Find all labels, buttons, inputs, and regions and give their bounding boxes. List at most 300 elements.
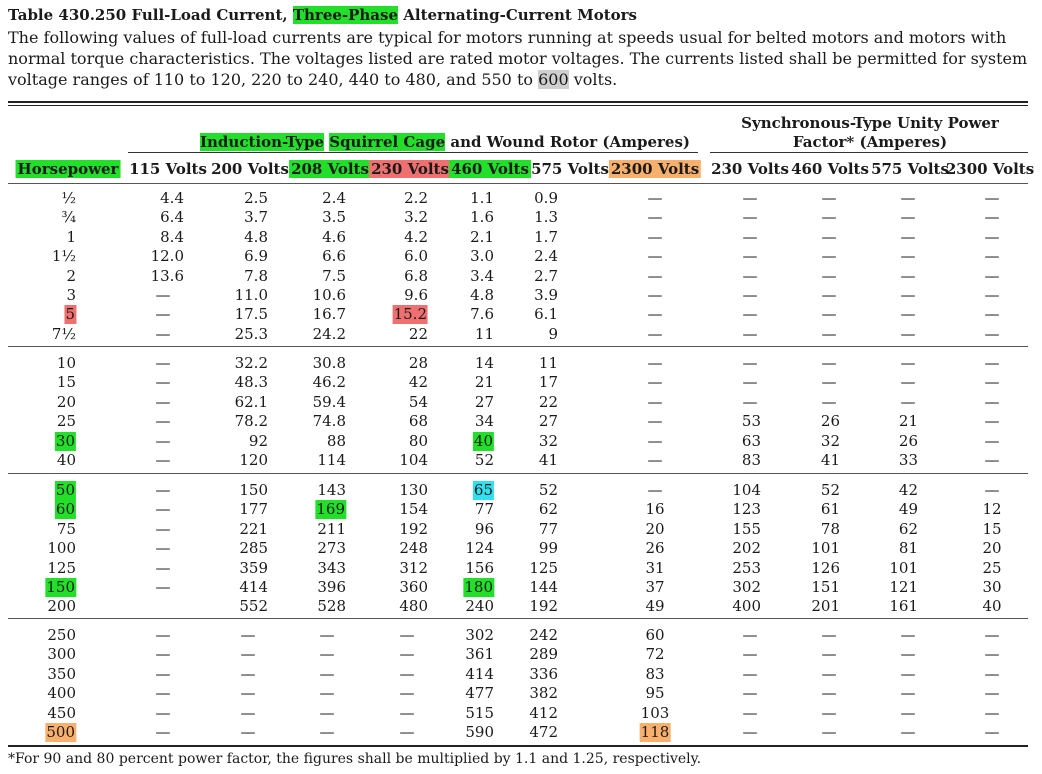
current-cell: 6.6 (322, 247, 346, 266)
current-cell: 17.5 (234, 305, 268, 324)
current-cell: 9.6 (404, 286, 428, 304)
current-cell: 3.0 (470, 247, 494, 266)
current-cell: 285 (239, 539, 268, 558)
current-cell: — (240, 626, 256, 644)
current-cell: — (647, 412, 663, 431)
current-cell: — (319, 684, 335, 703)
current-cell: — (821, 664, 837, 683)
current-cell: — (984, 286, 1000, 304)
current-cell: 4.8 (244, 227, 268, 246)
synchronous-group-heading (712, 114, 1028, 152)
column-header-5 (449, 160, 531, 178)
current-cell: 211 (317, 519, 346, 538)
column-header-label: 575 Volts (871, 160, 949, 178)
current-cell: 52 (820, 481, 840, 499)
current-cell: — (319, 703, 335, 722)
current-cell: 3.7 (244, 208, 268, 227)
current-cell: 40 (473, 431, 493, 450)
current-cell: 63 (741, 431, 761, 450)
current-cell: 62 (538, 500, 558, 519)
section-rule (8, 346, 1028, 347)
current-cell: — (742, 684, 758, 703)
column-header-6 (529, 160, 611, 178)
intro-text-b: volts. (568, 70, 618, 89)
current-cell: — (742, 723, 758, 741)
induction-group-heading (200, 133, 690, 151)
section-rule (8, 618, 1028, 619)
current-cell: — (647, 392, 663, 411)
current-cell: — (742, 208, 758, 227)
current-cell: — (984, 626, 1000, 644)
horsepower-cell: 350 (47, 664, 76, 683)
induction-hl2: Squirrel Cage (329, 133, 446, 151)
current-cell: 80 (408, 431, 428, 450)
current-cell: — (984, 354, 1000, 372)
current-cell: 2.4 (534, 247, 558, 266)
current-cell: 26 (645, 539, 665, 558)
current-cell: — (155, 286, 171, 304)
current-cell: — (984, 645, 1000, 664)
current-cell: — (984, 305, 1000, 324)
current-cell: 382 (529, 684, 558, 703)
current-cell: 1.3 (534, 208, 558, 227)
current-cell: — (821, 392, 837, 411)
current-cell: — (900, 645, 916, 664)
current-cell: — (900, 392, 916, 411)
induction-underline (128, 152, 698, 153)
table-intro (8, 27, 1038, 90)
induction-hl1: Induction-Type (200, 133, 324, 151)
current-cell: — (900, 266, 916, 285)
current-cell: 221 (239, 519, 268, 538)
current-cell: — (647, 247, 663, 266)
column-header-label: 2300 Volts (945, 160, 1035, 178)
current-cell: 77 (474, 500, 494, 519)
current-cell: 2.1 (470, 227, 494, 246)
current-cell: 253 (732, 558, 761, 577)
horsepower-cell: 25 (56, 412, 76, 431)
current-cell: 177 (239, 500, 268, 519)
current-cell: — (155, 481, 171, 499)
current-cell: — (742, 286, 758, 304)
current-cell: — (900, 703, 916, 722)
current-cell: 32 (538, 431, 558, 450)
current-cell: — (984, 324, 1000, 343)
current-cell: 34 (474, 412, 494, 431)
horsepower-cell: 2 (66, 266, 76, 285)
current-cell: — (647, 324, 663, 343)
current-cell: 78 (820, 519, 840, 538)
column-header-2 (209, 160, 291, 178)
current-cell: — (821, 626, 837, 644)
current-cell: 202 (732, 539, 761, 558)
current-cell: 83 (645, 664, 665, 683)
current-cell: 155 (732, 519, 761, 538)
column-header-label: 230 Volts (711, 160, 789, 178)
current-cell: 3.4 (470, 266, 494, 285)
current-cell: 83 (741, 451, 761, 469)
current-cell: 125 (529, 558, 558, 577)
current-cell: — (155, 354, 171, 372)
current-cell: 40 (982, 597, 1002, 616)
current-cell: 41 (820, 451, 840, 469)
current-cell: — (240, 645, 256, 664)
bottom-rule (8, 745, 1028, 747)
top-rule (8, 101, 1028, 103)
current-cell: 2.5 (244, 189, 268, 207)
current-cell: 360 (399, 578, 428, 596)
current-cell: — (399, 626, 415, 644)
current-cell: 480 (399, 597, 428, 616)
horsepower-cell: 3 (66, 286, 76, 304)
current-cell: 151 (811, 578, 840, 596)
current-cell: 17 (538, 373, 558, 392)
current-cell: — (742, 324, 758, 343)
horsepower-cell: 75 (56, 519, 76, 538)
current-cell: 248 (399, 539, 428, 558)
current-cell: — (821, 286, 837, 304)
current-cell: — (742, 392, 758, 411)
current-cell: — (742, 189, 758, 207)
current-cell: 37 (645, 578, 665, 596)
current-cell: — (399, 684, 415, 703)
current-cell: 169 (316, 500, 345, 519)
current-cell: 312 (399, 558, 428, 577)
current-cell: — (319, 723, 335, 741)
title-suffix: Alternating-Current Motors (398, 6, 637, 24)
current-cell: 2.2 (404, 189, 428, 207)
current-cell: 96 (474, 519, 494, 538)
current-cell: 27 (474, 392, 494, 411)
current-cell: — (155, 392, 171, 411)
current-cell: 104 (732, 481, 761, 499)
column-header-8 (709, 160, 791, 178)
current-cell: 552 (239, 597, 268, 616)
current-cell: — (155, 373, 171, 392)
current-cell: — (821, 684, 837, 703)
current-cell: — (399, 645, 415, 664)
synchronous-underline (710, 152, 1028, 153)
current-cell: 161 (889, 597, 918, 616)
current-cell: 41 (538, 451, 558, 469)
current-cell: — (984, 412, 1000, 431)
horsepower-cell: ¾ (61, 208, 76, 227)
current-cell: — (155, 412, 171, 431)
current-cell: — (984, 723, 1000, 741)
current-cell: — (742, 227, 758, 246)
current-cell: — (742, 247, 758, 266)
current-cell: — (821, 324, 837, 343)
current-cell: 414 (465, 664, 494, 683)
current-cell: — (821, 645, 837, 664)
current-cell: 78.2 (234, 412, 268, 431)
current-cell: — (900, 305, 916, 324)
footnote: *For 90 and 80 percent power factor, the figures shall be multiplied by 1.1 and 1.25, respectively. (8, 751, 702, 767)
horsepower-cell: 7½ (51, 324, 76, 343)
horsepower-cell: 1 (66, 227, 76, 246)
current-cell: 289 (529, 645, 558, 664)
current-cell: — (399, 703, 415, 722)
current-cell: 14 (474, 354, 494, 372)
current-cell: — (742, 645, 758, 664)
horsepower-cell: ½ (61, 189, 76, 207)
current-cell: 15.2 (393, 305, 427, 324)
current-cell: 12.0 (150, 247, 184, 266)
current-cell: 54 (408, 392, 428, 411)
current-cell: 16 (645, 500, 665, 519)
current-cell: — (647, 189, 663, 207)
current-cell: — (240, 723, 256, 741)
current-cell: 22 (408, 324, 428, 343)
current-cell: 6.1 (534, 305, 558, 324)
current-cell: — (821, 305, 837, 324)
current-cell: — (155, 664, 171, 683)
horsepower-cell: 40 (56, 451, 76, 469)
current-cell: 143 (317, 481, 346, 499)
current-cell: — (742, 266, 758, 285)
current-cell: — (647, 354, 663, 372)
current-cell: — (900, 189, 916, 207)
current-cell: 32 (820, 431, 840, 450)
column-header-11 (944, 160, 1036, 178)
horsepower-cell: 400 (47, 684, 76, 703)
current-cell: — (155, 519, 171, 538)
current-cell: — (155, 539, 171, 558)
horsepower-cell: 15 (56, 373, 76, 392)
current-cell: 528 (317, 597, 346, 616)
column-header-label: Horsepower (17, 160, 119, 178)
current-cell: 88 (326, 431, 346, 450)
current-cell: — (900, 208, 916, 227)
table-title (8, 6, 637, 24)
current-cell: — (155, 684, 171, 703)
current-cell: 21 (474, 373, 494, 392)
current-cell: 192 (399, 519, 428, 538)
current-cell: 11 (474, 324, 494, 343)
current-cell: 396 (317, 578, 346, 596)
current-cell: 24.2 (312, 324, 346, 343)
horsepower-cell: 5 (65, 305, 75, 324)
current-cell: — (742, 373, 758, 392)
current-cell: 49 (645, 597, 665, 616)
current-cell: 92 (248, 431, 268, 450)
current-cell: 343 (317, 558, 346, 577)
current-cell: — (984, 431, 1000, 450)
horsepower-cell: 500 (46, 723, 75, 741)
current-cell: — (647, 266, 663, 285)
current-cell: 412 (529, 703, 558, 722)
current-cell: 240 (465, 597, 494, 616)
current-cell: — (155, 500, 171, 519)
current-cell: 72 (645, 645, 665, 664)
current-cell: 27 (538, 412, 558, 431)
column-header-label: 115 Volts (129, 160, 207, 178)
current-cell: 42 (408, 373, 428, 392)
current-cell: 62.1 (234, 392, 268, 411)
current-cell: — (240, 703, 256, 722)
current-cell: 400 (732, 597, 761, 616)
current-cell: 65 (473, 481, 493, 499)
current-cell: — (821, 266, 837, 285)
current-cell: 154 (399, 500, 428, 519)
column-header-label: 230 Volts (371, 160, 449, 178)
current-cell: 414 (239, 578, 268, 596)
current-cell: — (821, 373, 837, 392)
current-cell: — (984, 373, 1000, 392)
current-cell: 81 (898, 539, 918, 558)
horsepower-cell: 450 (47, 703, 76, 722)
horsepower-cell: 125 (47, 558, 76, 577)
current-cell: 361 (465, 645, 494, 664)
current-cell: — (155, 431, 171, 450)
current-cell: 6.4 (160, 208, 184, 227)
current-cell: — (647, 208, 663, 227)
current-cell: 590 (465, 723, 494, 741)
current-cell: — (319, 645, 335, 664)
current-cell: — (399, 723, 415, 741)
current-cell: — (984, 189, 1000, 207)
current-cell: 156 (465, 558, 494, 577)
horsepower-cell: 100 (47, 539, 76, 558)
current-cell: 3.5 (322, 208, 346, 227)
current-cell: — (984, 227, 1000, 246)
current-cell: — (900, 354, 916, 372)
current-cell: 1.7 (534, 227, 558, 246)
current-cell: 180 (464, 578, 493, 596)
current-cell: — (821, 703, 837, 722)
current-cell: — (155, 324, 171, 343)
current-cell: 11 (538, 354, 558, 372)
horsepower-cell: 50 (55, 481, 75, 499)
current-cell: 10.6 (312, 286, 346, 304)
current-cell: — (742, 626, 758, 644)
current-cell: — (647, 431, 663, 450)
current-cell: — (984, 664, 1000, 683)
current-cell: 74.8 (312, 412, 346, 431)
current-cell: 53 (741, 412, 761, 431)
current-cell: — (984, 684, 1000, 703)
column-header-1 (127, 160, 209, 178)
current-cell: 101 (811, 539, 840, 558)
current-cell: — (647, 373, 663, 392)
current-cell: 7.5 (322, 266, 346, 285)
current-cell: 60 (645, 626, 665, 644)
synchronous-line2: Factor* (Amperes) (792, 133, 948, 151)
current-cell: 101 (889, 558, 918, 577)
current-cell: 32.2 (234, 354, 268, 372)
current-cell: 6.0 (404, 247, 428, 266)
current-cell: 26 (820, 412, 840, 431)
current-cell: 1.1 (470, 189, 494, 207)
current-cell: 30.8 (312, 354, 346, 372)
current-cell: 515 (465, 703, 494, 722)
current-cell: 61 (820, 500, 840, 519)
current-cell: 21 (898, 412, 918, 431)
current-cell: 20 (645, 519, 665, 538)
current-cell: 302 (732, 578, 761, 596)
current-cell: 15 (982, 519, 1002, 538)
current-cell: — (399, 664, 415, 683)
current-cell: 4.4 (160, 189, 184, 207)
current-cell: 114 (317, 451, 346, 469)
current-cell: — (984, 266, 1000, 285)
current-cell: — (742, 664, 758, 683)
current-cell: 33 (898, 451, 918, 469)
header-rule (8, 183, 1028, 184)
current-cell: — (647, 227, 663, 246)
current-cell: — (984, 392, 1000, 411)
current-cell: 144 (529, 578, 558, 596)
horsepower-cell: 1½ (51, 247, 76, 266)
current-cell: 104 (399, 451, 428, 469)
current-cell: 121 (889, 578, 918, 596)
current-cell: 6.9 (244, 247, 268, 266)
current-cell: — (821, 247, 837, 266)
column-header-7 (609, 160, 701, 178)
current-cell: 52 (474, 451, 494, 469)
current-cell: — (155, 703, 171, 722)
current-cell: — (900, 324, 916, 343)
current-cell: 13.6 (150, 266, 184, 285)
current-cell: 4.2 (404, 227, 428, 246)
current-cell: 192 (529, 597, 558, 616)
current-cell: — (821, 189, 837, 207)
current-cell: 25 (982, 558, 1002, 577)
current-cell: 130 (399, 481, 428, 499)
current-cell: 4.6 (322, 227, 346, 246)
current-cell: — (647, 286, 663, 304)
column-header-label: 460 Volts (791, 160, 869, 178)
horsepower-cell: 200 (47, 597, 76, 616)
current-cell: — (900, 227, 916, 246)
current-cell: 30 (982, 578, 1002, 596)
current-cell: — (900, 247, 916, 266)
current-cell: 103 (640, 703, 670, 722)
current-cell: — (155, 578, 171, 596)
current-cell: — (742, 305, 758, 324)
current-cell: 7.8 (244, 266, 268, 285)
current-cell: — (984, 481, 1000, 499)
current-cell: 123 (732, 500, 761, 519)
synchronous-line1: Synchronous-Type Unity Power (741, 114, 999, 132)
column-header-10 (869, 160, 951, 178)
current-cell: 20 (982, 539, 1002, 558)
column-header-0 (16, 160, 121, 178)
current-cell: — (742, 703, 758, 722)
current-cell: 6.8 (404, 266, 428, 285)
horsepower-cell: 30 (55, 431, 75, 450)
horsepower-cell: 300 (47, 645, 76, 664)
horsepower-cell: 60 (55, 500, 75, 519)
current-cell: 77 (538, 519, 558, 538)
horsepower-cell: 20 (56, 392, 76, 411)
current-cell: 336 (529, 664, 558, 683)
current-cell: — (742, 354, 758, 372)
current-cell: — (984, 451, 1000, 469)
column-header-label: 2300 Volts (610, 160, 700, 178)
current-cell: — (319, 626, 335, 644)
current-cell: 16.7 (312, 305, 346, 324)
current-cell: 42 (898, 481, 918, 499)
current-cell: 7.6 (470, 305, 494, 324)
current-cell: 3.2 (404, 208, 428, 227)
current-cell: 49 (898, 500, 918, 519)
current-cell: 150 (239, 481, 268, 499)
current-cell: 68 (408, 412, 428, 431)
current-cell: — (984, 247, 1000, 266)
current-cell: 46.2 (312, 373, 346, 392)
column-header-9 (789, 160, 871, 178)
